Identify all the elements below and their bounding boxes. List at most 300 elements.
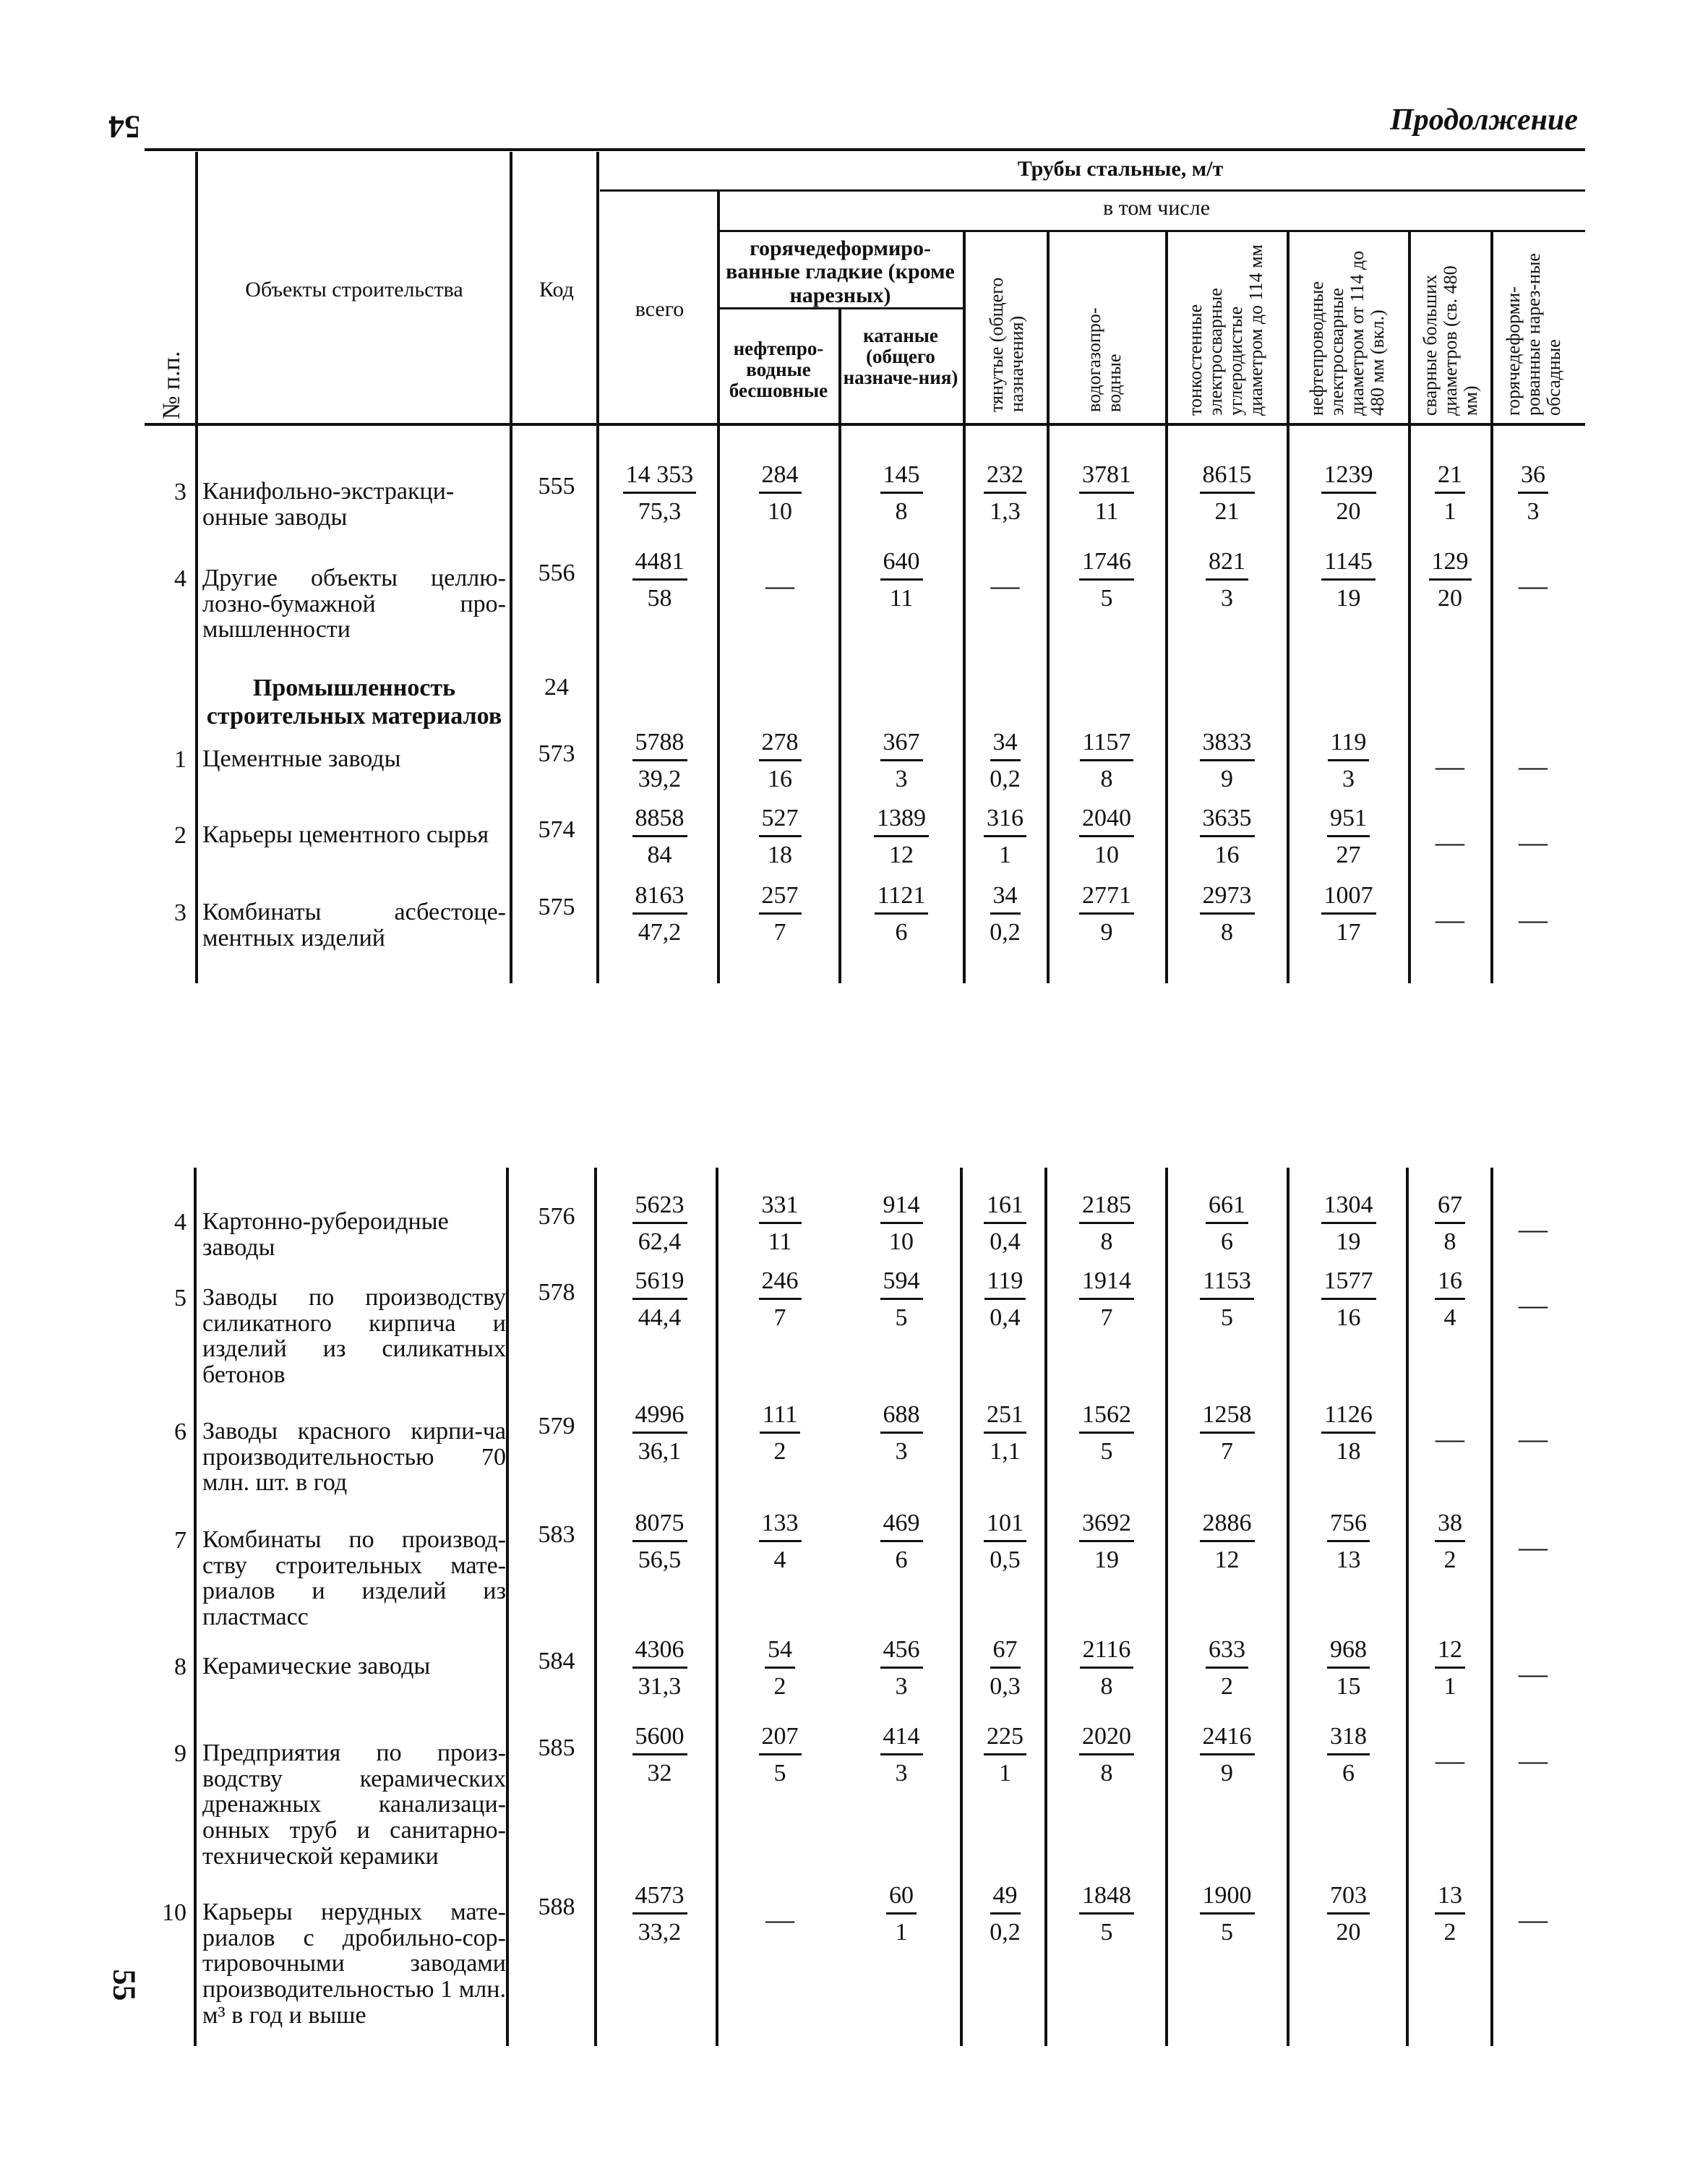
value-cell xyxy=(1171,1511,1283,1573)
row-number: 8 xyxy=(174,1654,186,1680)
col-line xyxy=(1044,1168,1047,2046)
value-cell xyxy=(1171,1269,1283,1330)
header-including: в том числе xyxy=(1102,196,1211,220)
value-numerator: 1239 xyxy=(1321,463,1376,494)
value-denominator: 1 xyxy=(999,842,1011,868)
col-line xyxy=(1165,1168,1168,2046)
value-denominator: 20 xyxy=(1336,498,1361,525)
value-numerator: 968 xyxy=(1327,1638,1370,1669)
value-denominator: 7 xyxy=(1221,1438,1233,1465)
row-code: 575 xyxy=(538,894,575,920)
value-cell xyxy=(967,1638,1043,1699)
value-numerator: 8615 xyxy=(1200,463,1255,494)
value-numerator: 456 xyxy=(880,1638,923,1669)
value-cell: — xyxy=(1436,1422,1464,1455)
value-cell xyxy=(844,1403,958,1464)
value-cell xyxy=(1292,1403,1404,1464)
value-denominator: 10 xyxy=(1094,842,1119,868)
value-numerator: 133 xyxy=(759,1511,802,1542)
section-code: 24 xyxy=(544,674,569,701)
value-denominator: 0,2 xyxy=(990,766,1021,792)
value-numerator: 251 xyxy=(984,1403,1026,1434)
value-denominator: 0,2 xyxy=(990,1919,1021,1946)
value-numerator: 225 xyxy=(984,1724,1026,1755)
value-cell xyxy=(1292,1883,1404,1945)
row-code: 585 xyxy=(538,1734,575,1761)
value-denominator: 15 xyxy=(1336,1673,1361,1700)
value-cell xyxy=(1413,1883,1487,1945)
value-numerator: 101 xyxy=(984,1511,1026,1542)
row-number: 4 xyxy=(174,565,186,592)
value-numerator: 5623 xyxy=(632,1193,687,1224)
row-object-name: Другие объекты целлю-лозно-бумажной про-мышленности xyxy=(202,565,506,643)
value-denominator: 9 xyxy=(1100,919,1113,946)
row-number: 4 xyxy=(174,1209,186,1236)
row-number: 2 xyxy=(174,822,186,849)
value-denominator: 20 xyxy=(1336,1919,1361,1946)
value-numerator: 145 xyxy=(880,463,923,494)
row-number: 6 xyxy=(174,1419,186,1445)
value-denominator: 6 xyxy=(895,1546,908,1573)
value-denominator: 5 xyxy=(1221,1919,1233,1946)
value-cell xyxy=(1052,1638,1162,1699)
value-cell xyxy=(844,549,958,611)
row-number: 5 xyxy=(174,1285,186,1312)
value-numerator: 5600 xyxy=(632,1724,687,1755)
value-numerator: 12 xyxy=(1435,1638,1465,1669)
value-cell: — xyxy=(1519,1531,1548,1563)
value-numerator: 594 xyxy=(880,1269,923,1300)
value-numerator: 527 xyxy=(759,806,802,837)
value-cell xyxy=(1052,549,1162,611)
row-code: 574 xyxy=(538,816,575,843)
value-denominator: 36,1 xyxy=(638,1438,682,1465)
value-denominator: 5 xyxy=(773,1760,786,1787)
row-code: 579 xyxy=(538,1413,575,1439)
value-denominator: 32 xyxy=(647,1760,672,1787)
value-cell xyxy=(723,463,837,524)
value-cell xyxy=(967,1403,1043,1464)
value-cell xyxy=(607,463,712,524)
value-numerator: 2416 xyxy=(1200,1724,1255,1755)
value-denominator: 3 xyxy=(895,1673,908,1700)
value-numerator: 111 xyxy=(760,1403,800,1434)
col-line xyxy=(716,1168,718,2046)
value-denominator: 0,4 xyxy=(990,1304,1021,1331)
value-cell xyxy=(967,1511,1043,1573)
value-cell: — xyxy=(1519,1422,1548,1455)
value-numerator: 1007 xyxy=(1321,884,1376,915)
value-denominator: 33,2 xyxy=(638,1919,682,1946)
value-cell: — xyxy=(1436,1744,1464,1776)
value-numerator: 2771 xyxy=(1079,884,1134,915)
col-line xyxy=(838,309,841,983)
row-number: 9 xyxy=(174,1740,186,1767)
value-cell xyxy=(1413,1269,1487,1330)
value-cell xyxy=(1052,730,1162,792)
value-cell xyxy=(723,1511,837,1573)
value-numerator: 1900 xyxy=(1200,1883,1255,1915)
value-denominator: 47,2 xyxy=(638,919,682,946)
value-numerator: 8163 xyxy=(632,884,687,915)
value-denominator: 58 xyxy=(647,585,672,612)
value-cell xyxy=(1052,806,1162,868)
value-cell xyxy=(844,1883,958,1945)
value-cell xyxy=(1052,1403,1162,1464)
value-denominator: 10 xyxy=(768,498,792,525)
value-numerator: 1746 xyxy=(1079,549,1134,581)
value-numerator: 207 xyxy=(759,1724,802,1755)
value-denominator: 2 xyxy=(1221,1673,1233,1700)
col-line xyxy=(1406,1168,1409,2046)
value-cell xyxy=(1292,1269,1404,1330)
header-hot-deformed: горячедеформиро-ванные гладкие (кроме нарезных) xyxy=(726,236,955,307)
value-denominator: 3 xyxy=(895,1438,908,1465)
value-numerator: 4573 xyxy=(632,1883,687,1915)
row-code: 555 xyxy=(538,473,575,500)
row-number: 3 xyxy=(174,899,186,926)
value-denominator: 0,4 xyxy=(990,1228,1021,1255)
col-line xyxy=(596,152,599,983)
row-object-name: Картонно-рубероидные заводы xyxy=(202,1208,449,1261)
col-line xyxy=(1490,1168,1493,2046)
value-denominator: 12 xyxy=(889,842,914,868)
value-denominator: 62,4 xyxy=(638,1228,682,1255)
value-numerator: 4481 xyxy=(632,549,687,581)
value-cell: — xyxy=(1436,750,1464,782)
header-total: всего xyxy=(635,297,685,321)
value-numerator: 1848 xyxy=(1079,1883,1134,1915)
value-numerator: 640 xyxy=(880,549,923,581)
row-number: 1 xyxy=(174,746,186,773)
value-numerator: 119 xyxy=(1328,730,1370,761)
value-denominator: 0,5 xyxy=(990,1546,1021,1573)
page-number-top: 54 xyxy=(108,109,140,145)
value-numerator: 3692 xyxy=(1079,1511,1134,1542)
value-denominator: 8 xyxy=(1100,766,1113,792)
value-cell xyxy=(1052,463,1162,524)
value-numerator: 469 xyxy=(880,1511,923,1542)
value-cell xyxy=(723,1638,837,1699)
header-drawn: тянутые (общего назначения) xyxy=(986,277,1028,412)
value-cell xyxy=(723,730,837,792)
value-numerator: 821 xyxy=(1206,549,1248,581)
value-denominator: 20 xyxy=(1438,585,1462,612)
col-line xyxy=(1490,231,1493,983)
value-numerator: 414 xyxy=(880,1724,923,1755)
value-numerator: 2040 xyxy=(1079,806,1134,837)
value-cell xyxy=(1171,1193,1283,1254)
value-denominator: 5 xyxy=(1100,1438,1113,1465)
value-denominator: 7 xyxy=(773,919,786,946)
row-object-name: Цементные заводы xyxy=(202,745,401,772)
value-denominator: 75,3 xyxy=(638,498,682,525)
value-cell xyxy=(607,806,712,868)
value-numerator: 21 xyxy=(1435,463,1465,494)
value-numerator: 13 xyxy=(1435,1883,1465,1915)
value-numerator: 756 xyxy=(1327,1511,1370,1542)
value-numerator: 1389 xyxy=(874,806,929,837)
header-thin-wall: тонкостенные электросварные углеродистые диаметром до 114 мм xyxy=(1185,244,1267,416)
row-object-name: Карьеры цементного сырья xyxy=(202,821,489,848)
value-denominator: 16 xyxy=(768,766,792,792)
row-code: 578 xyxy=(538,1279,575,1306)
col-line xyxy=(194,1168,197,2046)
value-denominator: 2 xyxy=(1443,1919,1456,1946)
value-cell xyxy=(607,1193,712,1254)
value-denominator: 1 xyxy=(895,1919,908,1946)
header-objects: Объекты строительства xyxy=(245,278,463,301)
value-denominator: 16 xyxy=(1336,1304,1361,1331)
value-cell xyxy=(1292,884,1404,945)
value-cell xyxy=(967,1883,1043,1945)
row-object-name: Заводы красного кирпи-ча производительностью 70 млн. шт. в год xyxy=(202,1418,506,1497)
value-denominator: 1,1 xyxy=(990,1438,1021,1465)
value-cell xyxy=(607,730,712,792)
col-line xyxy=(1287,231,1289,983)
value-cell: — xyxy=(1519,826,1548,858)
value-cell xyxy=(1052,884,1162,945)
value-numerator: 34 xyxy=(990,730,1021,761)
value-cell: — xyxy=(990,569,1020,602)
value-cell xyxy=(1496,463,1570,524)
value-denominator: 3 xyxy=(895,766,908,792)
value-numerator: 3635 xyxy=(1200,806,1255,837)
value-cell xyxy=(967,1193,1043,1254)
value-cell: — xyxy=(1519,569,1548,602)
value-cell xyxy=(723,884,837,945)
value-numerator: 38 xyxy=(1435,1511,1465,1542)
value-cell xyxy=(967,730,1043,792)
value-denominator: 84 xyxy=(647,842,672,868)
value-cell: — xyxy=(765,1903,794,1935)
value-cell xyxy=(1171,1638,1283,1699)
row-object-name: Канифольно-экстракци-онные заводы xyxy=(202,478,455,531)
value-cell xyxy=(1052,1511,1162,1573)
value-cell xyxy=(607,1724,712,1786)
value-cell xyxy=(1171,730,1283,792)
value-denominator: 2 xyxy=(773,1673,786,1700)
value-denominator: 4 xyxy=(773,1546,786,1573)
row-code: 576 xyxy=(538,1203,575,1230)
row-code: 556 xyxy=(538,560,575,586)
value-cell xyxy=(607,884,712,945)
continuation-label: Продолжение xyxy=(1390,103,1578,137)
value-cell xyxy=(967,1724,1043,1786)
value-cell: — xyxy=(1519,1212,1548,1245)
value-numerator: 633 xyxy=(1206,1638,1248,1669)
value-denominator: 44,4 xyxy=(638,1304,682,1331)
value-numerator: 1157 xyxy=(1080,730,1134,761)
value-numerator: 1577 xyxy=(1321,1269,1376,1300)
col-line xyxy=(195,152,198,983)
value-denominator: 4 xyxy=(1443,1304,1456,1331)
value-cell: — xyxy=(1519,1288,1548,1321)
value-numerator: 4306 xyxy=(632,1638,687,1669)
value-cell xyxy=(844,1638,958,1699)
value-numerator: 129 xyxy=(1429,549,1472,581)
value-numerator: 688 xyxy=(880,1403,923,1434)
value-numerator: 316 xyxy=(984,806,1026,837)
value-numerator: 1914 xyxy=(1079,1269,1134,1300)
value-denominator: 39,2 xyxy=(638,766,682,792)
value-numerator: 318 xyxy=(1327,1724,1370,1755)
value-cell xyxy=(1292,806,1404,868)
value-denominator: 27 xyxy=(1336,842,1361,868)
col-line xyxy=(1165,231,1168,983)
value-numerator: 60 xyxy=(886,1883,917,1915)
value-denominator: 11 xyxy=(768,1228,792,1255)
value-cell xyxy=(844,1193,958,1254)
value-denominator: 0,3 xyxy=(990,1673,1021,1700)
page-number-bottom: 55 xyxy=(106,1969,142,2001)
value-cell: — xyxy=(765,569,794,602)
value-denominator: 9 xyxy=(1221,1760,1233,1787)
value-denominator: 9 xyxy=(1221,766,1233,792)
value-numerator: 119 xyxy=(984,1269,1026,1300)
value-denominator: 7 xyxy=(773,1304,786,1331)
value-cell xyxy=(844,1511,958,1573)
value-cell xyxy=(607,1638,712,1699)
value-denominator: 1 xyxy=(999,1760,1011,1787)
value-denominator: 3 xyxy=(1527,498,1540,525)
value-cell: — xyxy=(1436,903,1464,936)
value-numerator: 67 xyxy=(1435,1193,1465,1224)
value-denominator: 1 xyxy=(1443,1673,1456,1700)
col-line xyxy=(506,1168,509,2046)
row-object-name: Предприятия по произ-водству керамических дренажных канализаци-онных труб и санитарно-технической керамики xyxy=(202,1740,506,1870)
value-numerator: 1145 xyxy=(1321,549,1376,581)
value-numerator: 49 xyxy=(990,1883,1021,1915)
header-code: Код xyxy=(539,278,574,301)
value-denominator: 12 xyxy=(1214,1546,1240,1573)
header-oil-seamless: нефтепро-водные бесшовные xyxy=(729,338,828,402)
value-cell xyxy=(1171,884,1283,945)
value-cell xyxy=(1052,1269,1162,1330)
value-numerator: 2020 xyxy=(1079,1724,1134,1755)
row-object-name: Заводы по производству силикатного кирпича и изделий из силикатных бетонов xyxy=(202,1284,506,1389)
value-numerator: 2973 xyxy=(1200,884,1255,915)
value-numerator: 232 xyxy=(984,463,1026,494)
value-denominator: 2 xyxy=(773,1438,786,1465)
col-line xyxy=(960,1168,963,2046)
value-cell xyxy=(1052,1724,1162,1786)
value-numerator: 703 xyxy=(1327,1883,1370,1915)
row-number: 10 xyxy=(162,1899,186,1926)
value-denominator: 8 xyxy=(1100,1673,1113,1700)
row-code: 588 xyxy=(538,1894,575,1920)
value-cell xyxy=(1292,1511,1404,1573)
header-no: № п.п. xyxy=(158,351,185,419)
value-denominator: 21 xyxy=(1214,498,1240,525)
value-numerator: 2185 xyxy=(1079,1193,1134,1224)
value-numerator: 2886 xyxy=(1200,1511,1255,1542)
value-denominator: 3 xyxy=(1342,766,1355,792)
header-water-gas: водогазопро-водные xyxy=(1083,307,1125,412)
value-numerator: 2116 xyxy=(1080,1638,1134,1669)
value-denominator: 0,2 xyxy=(990,919,1021,946)
value-numerator: 278 xyxy=(759,730,802,761)
value-cell xyxy=(844,463,958,524)
value-numerator: 1121 xyxy=(875,884,929,915)
value-denominator: 5 xyxy=(1100,585,1113,612)
value-denominator: 17 xyxy=(1336,919,1361,946)
value-cell xyxy=(844,806,958,868)
col-line xyxy=(963,231,966,983)
col-line xyxy=(1408,231,1411,983)
row-object-name: Комбинаты по производ-ству строительных мате-риалов и изделий из пластмасс xyxy=(202,1526,506,1631)
value-numerator: 4996 xyxy=(632,1403,687,1434)
value-cell xyxy=(1413,1511,1487,1573)
value-numerator: 951 xyxy=(1327,806,1370,837)
value-denominator: 8 xyxy=(1100,1760,1113,1787)
row-object-name: Керамические заводы xyxy=(202,1653,431,1680)
value-numerator: 661 xyxy=(1206,1193,1248,1224)
value-cell xyxy=(1413,549,1487,611)
value-numerator: 331 xyxy=(759,1193,802,1224)
value-cell xyxy=(844,884,958,945)
value-denominator: 11 xyxy=(1094,498,1119,525)
col-line xyxy=(510,152,512,983)
value-cell xyxy=(1171,1403,1283,1464)
row-code: 584 xyxy=(538,1648,575,1674)
row-object-name: Карьеры нерудных мате-риалов с дробильно-сор-тировочными заводами производительностью 1 млн. м³ в год и выше xyxy=(202,1899,506,2029)
value-denominator: 2 xyxy=(1443,1546,1456,1573)
value-cell xyxy=(1292,1638,1404,1699)
value-denominator: 31,3 xyxy=(638,1673,682,1700)
value-denominator: 5 xyxy=(895,1304,908,1331)
value-denominator: 3 xyxy=(1221,585,1233,612)
value-cell xyxy=(1292,463,1404,524)
value-denominator: 6 xyxy=(1342,1760,1355,1787)
value-denominator: 18 xyxy=(1336,1438,1361,1465)
value-cell xyxy=(723,1193,837,1254)
value-numerator: 161 xyxy=(984,1193,1026,1224)
value-cell: — xyxy=(1519,1744,1548,1776)
value-cell xyxy=(607,549,712,611)
value-numerator: 284 xyxy=(759,463,802,494)
value-numerator: 367 xyxy=(880,730,923,761)
value-cell xyxy=(1171,1724,1283,1786)
value-cell xyxy=(1292,730,1404,792)
value-numerator: 1126 xyxy=(1321,1403,1376,1434)
value-numerator: 5619 xyxy=(632,1269,687,1300)
value-denominator: 3 xyxy=(895,1760,908,1787)
header-bottom-rule xyxy=(145,423,1585,426)
value-cell xyxy=(1171,1883,1283,1945)
value-cell xyxy=(723,1403,837,1464)
value-cell: — xyxy=(1436,826,1464,858)
value-numerator: 3781 xyxy=(1079,463,1134,494)
value-numerator: 1304 xyxy=(1321,1193,1376,1224)
value-cell xyxy=(967,884,1043,945)
value-numerator: 8858 xyxy=(632,806,687,837)
value-cell xyxy=(1171,463,1283,524)
header-oil-electro: нефтепроводные электросварные диаметром от 114 до 480 мм (вкл.) xyxy=(1306,250,1389,416)
value-cell: — xyxy=(1519,903,1548,936)
value-cell xyxy=(1292,549,1404,611)
header-rolled: катаные (общего назначе-ния) xyxy=(843,325,958,389)
header-welded-large: сварные больших диаметров (св. 480 мм) xyxy=(1420,265,1482,416)
value-denominator: 19 xyxy=(1336,1228,1361,1255)
value-cell: — xyxy=(1519,1903,1548,1935)
value-cell xyxy=(967,463,1043,524)
value-cell xyxy=(723,1724,837,1786)
header-pipes: Трубы стальные, м/т xyxy=(1017,157,1224,181)
value-numerator: 246 xyxy=(759,1269,802,1300)
value-cell xyxy=(844,730,958,792)
value-denominator: 56,5 xyxy=(638,1546,682,1573)
